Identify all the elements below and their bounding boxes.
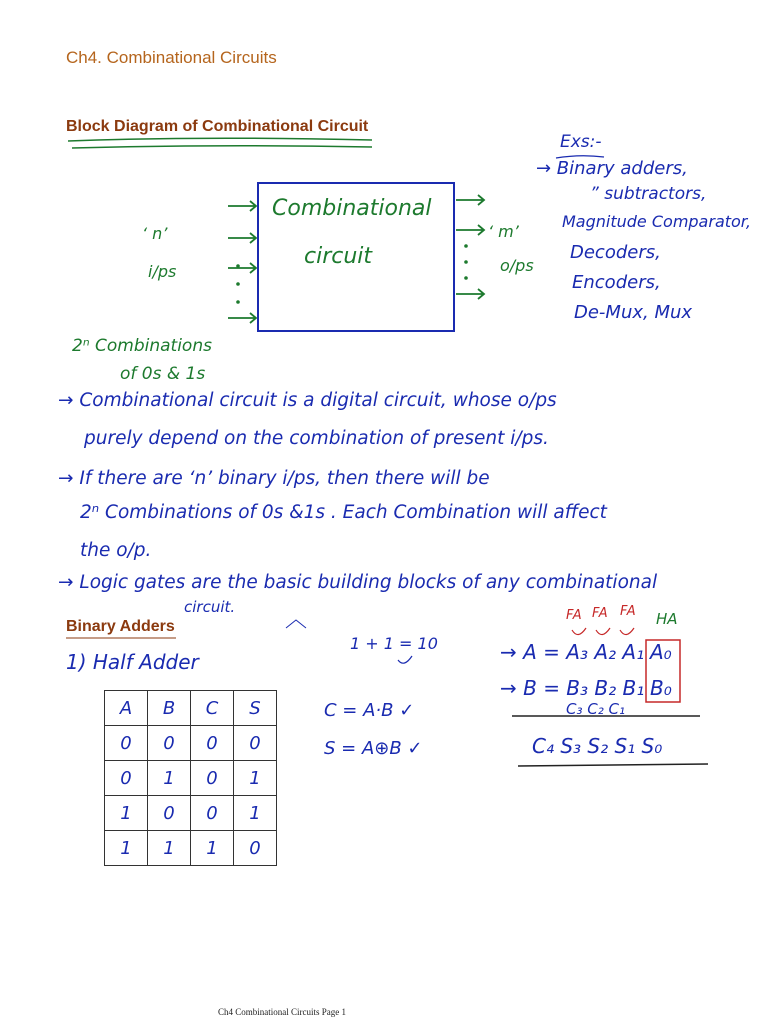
table-row [105,796,277,831]
ha-label: HA [656,610,678,628]
table-cell: 0 [105,761,148,796]
note-line: circuit. [184,598,236,616]
page-title: Ch4. Combinational Circuits [66,48,277,67]
inputs-count: ‘ n’ [142,224,168,243]
note-line: → If there are ‘n’ binary i/ps, then there will be [58,468,490,489]
table-row [105,726,277,761]
outputs-unit: o/ps [500,256,534,275]
table-cell: 1 [234,761,277,796]
table-header-c: C [191,691,234,726]
carry-equation: C = A·B ✓ [324,700,415,721]
table-header-b: B [148,691,191,726]
fa-label: FA [566,608,582,623]
table-cell: 1 [105,831,148,866]
table-header-a: A [105,691,148,726]
note-line: → Combinational circuit is a digital circuit, whose o/ps [58,390,557,411]
fa-label: FA [592,606,608,621]
operand-b: → B = B₃ B₂ B₁ [500,676,645,700]
table-cell: 1 [148,761,191,796]
table-cell: 1 [105,796,148,831]
result-row: C₄ S₃ S₂ S₁ S₀ [532,734,663,758]
note-line: purely depend on the combination of present i/ps. [84,428,549,449]
table-cell: 1 [234,796,277,831]
operand-a: → A = A₃ A₂ A₁ [500,640,645,664]
outputs-count: ‘ m’ [488,222,519,241]
operand-b-lsb: B₀ [650,676,672,700]
table-cell: 0 [148,726,191,761]
combos-line1: 2ⁿ Combinations [72,336,212,356]
fa-label: FA [620,604,636,619]
combos-line2: of 0s & 1s [120,364,206,384]
carry-row: C₃ C₂ C₁ [566,700,625,718]
inputs-unit: i/ps [148,262,177,281]
note-line: the o/p. [80,540,152,561]
table-header-s: S [234,691,277,726]
binary-adders-heading: Binary Adders [66,618,175,635]
table-cell: 0 [105,726,148,761]
table-cell: 0 [191,726,234,761]
table-cell: 0 [234,831,277,866]
table-cell: 0 [234,726,277,761]
sum-note: 1 + 1 = 10 [350,634,438,653]
half-adder-truth-table [104,690,277,866]
page-footer: Ch4 Combinational Circuits Page 1 [218,1007,346,1017]
example-item: ” subtractors, [590,184,707,204]
example-item: De-Mux, Mux [574,302,693,323]
examples-heading: Exs:- [560,132,602,152]
box-label-line2: circuit [304,244,373,269]
sum-equation: S = A⊕B ✓ [324,738,423,759]
half-adder-heading: 1) Half Adder [66,650,199,674]
table-cell: 1 [191,831,234,866]
example-item: Encoders, [572,272,661,293]
table-cell: 0 [148,796,191,831]
example-item: Decoders, [570,242,661,263]
table-header-row [105,691,277,726]
table-cell: 0 [191,761,234,796]
block-diagram-heading: Block Diagram of Combinational Circuit [66,118,369,135]
example-item: Magnitude Comparator, [562,212,751,231]
box-label-line1: Combinational [272,196,432,221]
example-item: → Binary adders, [536,158,688,179]
table-cell: 1 [148,831,191,866]
note-line: → Logic gates are the basic building blocks of any combinational [58,572,658,593]
table-cell: 0 [191,796,234,831]
operand-a-lsb: A₀ [650,640,672,664]
note-line: 2ⁿ Combinations of 0s &1s . Each Combination will affect [80,502,607,523]
table-row [105,761,277,796]
table-row [105,831,277,866]
